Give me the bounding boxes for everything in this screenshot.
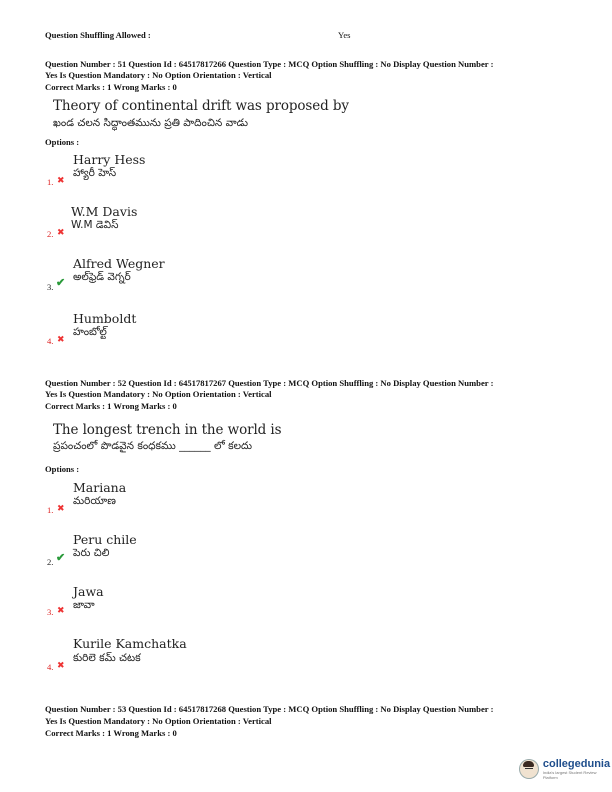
cross-icon: ✖ (57, 503, 65, 513)
option-1-telugu: మరియాణ (73, 495, 116, 507)
mascot-icon (519, 759, 539, 779)
option-2-number: 2. (47, 229, 54, 239)
question-meta-line1: Question Number : 53 Question Id : 64517817268 Question Type : MCQ Option Shuffling : No Display Question Number : (45, 704, 494, 714)
question-meta-line1: Question Number : 52 Question Id : 64517817267 Question Type : MCQ Option Shuffling : No Display Question Number : (45, 378, 494, 388)
option-4-telugu: కురిలె కమ్ చటక (73, 652, 141, 664)
question-marks: Correct Marks : 1 Wrong Marks : 0 (45, 728, 177, 738)
option-1-english: Harry Hess (73, 152, 146, 167)
check-icon: ✔ (56, 277, 66, 289)
question-marks: Correct Marks : 1 Wrong Marks : 0 (45, 401, 177, 411)
options-label: Options : (45, 464, 80, 474)
shuffle-value: Yes (338, 30, 351, 40)
question-text-english: The longest trench in the world is (53, 422, 282, 438)
option-3-number: 3. (47, 607, 54, 617)
option-1-telugu: హ్యారీ హెస్ (73, 167, 117, 179)
cross-icon: ✖ (57, 227, 65, 237)
shuffle-label: Question Shuffling Allowed : (45, 30, 151, 40)
question-meta-line2: Yes Is Question Mandatory : No Option Orientation : Vertical (45, 389, 272, 399)
question-marks: Correct Marks : 1 Wrong Marks : 0 (45, 82, 177, 92)
question-text-english: Theory of continental drift was proposed by (53, 98, 349, 114)
option-4-number: 4. (47, 662, 54, 672)
option-4-english: Humboldt (73, 311, 137, 326)
question-meta-line2: Yes Is Question Mandatory : No Option Orientation : Vertical (45, 70, 272, 80)
option-4-telugu: హంబోల్ట్ (73, 326, 107, 338)
option-3-telugu: అల్‌ఫ్రెడ్ వెగ్నర్ (73, 271, 131, 283)
option-4-english: Kurile Kamchatka (73, 636, 187, 651)
question-text-telugu: ఖండ చలన సిద్ధాంతమును ప్రతి పాదించిన వాడు (53, 117, 248, 129)
cross-icon: ✖ (57, 660, 65, 670)
option-2-telugu: W.M డెవిస్ (71, 219, 119, 231)
option-1-number: 1. (47, 505, 54, 515)
cross-icon: ✖ (57, 175, 65, 185)
option-2-english: W.M Davis (71, 204, 138, 219)
option-2-number: 2. (47, 557, 54, 567)
option-3-english: Alfred Wegner (73, 256, 165, 271)
option-2-telugu: పెరు చిలి (73, 547, 110, 559)
question-text-telugu: ప్రపంచంలో పొడవైన కంధకము ______ లో కలదు (53, 440, 253, 452)
option-2-english: Peru chile (73, 532, 137, 547)
option-3-number: 3. (47, 282, 54, 292)
collegedunia-logo (519, 758, 612, 780)
options-label: Options : (45, 137, 80, 147)
check-icon: ✔ (56, 552, 66, 564)
option-4-number: 4. (47, 336, 54, 346)
question-meta-line2: Yes Is Question Mandatory : No Option Orientation : Vertical (45, 716, 272, 726)
cross-icon: ✖ (57, 605, 65, 615)
logo-name: collegedunia (542, 758, 611, 770)
logo-tagline: India's largest Student Review Platform (542, 770, 597, 780)
option-3-english: Jawa (73, 584, 104, 599)
option-1-number: 1. (47, 177, 54, 187)
option-3-telugu: జావా (73, 599, 95, 611)
option-1-english: Mariana (73, 480, 127, 495)
cross-icon: ✖ (57, 334, 65, 344)
question-meta-line1: Question Number : 51 Question Id : 64517817266 Question Type : MCQ Option Shuffling : No Display Question Number : (45, 59, 494, 69)
